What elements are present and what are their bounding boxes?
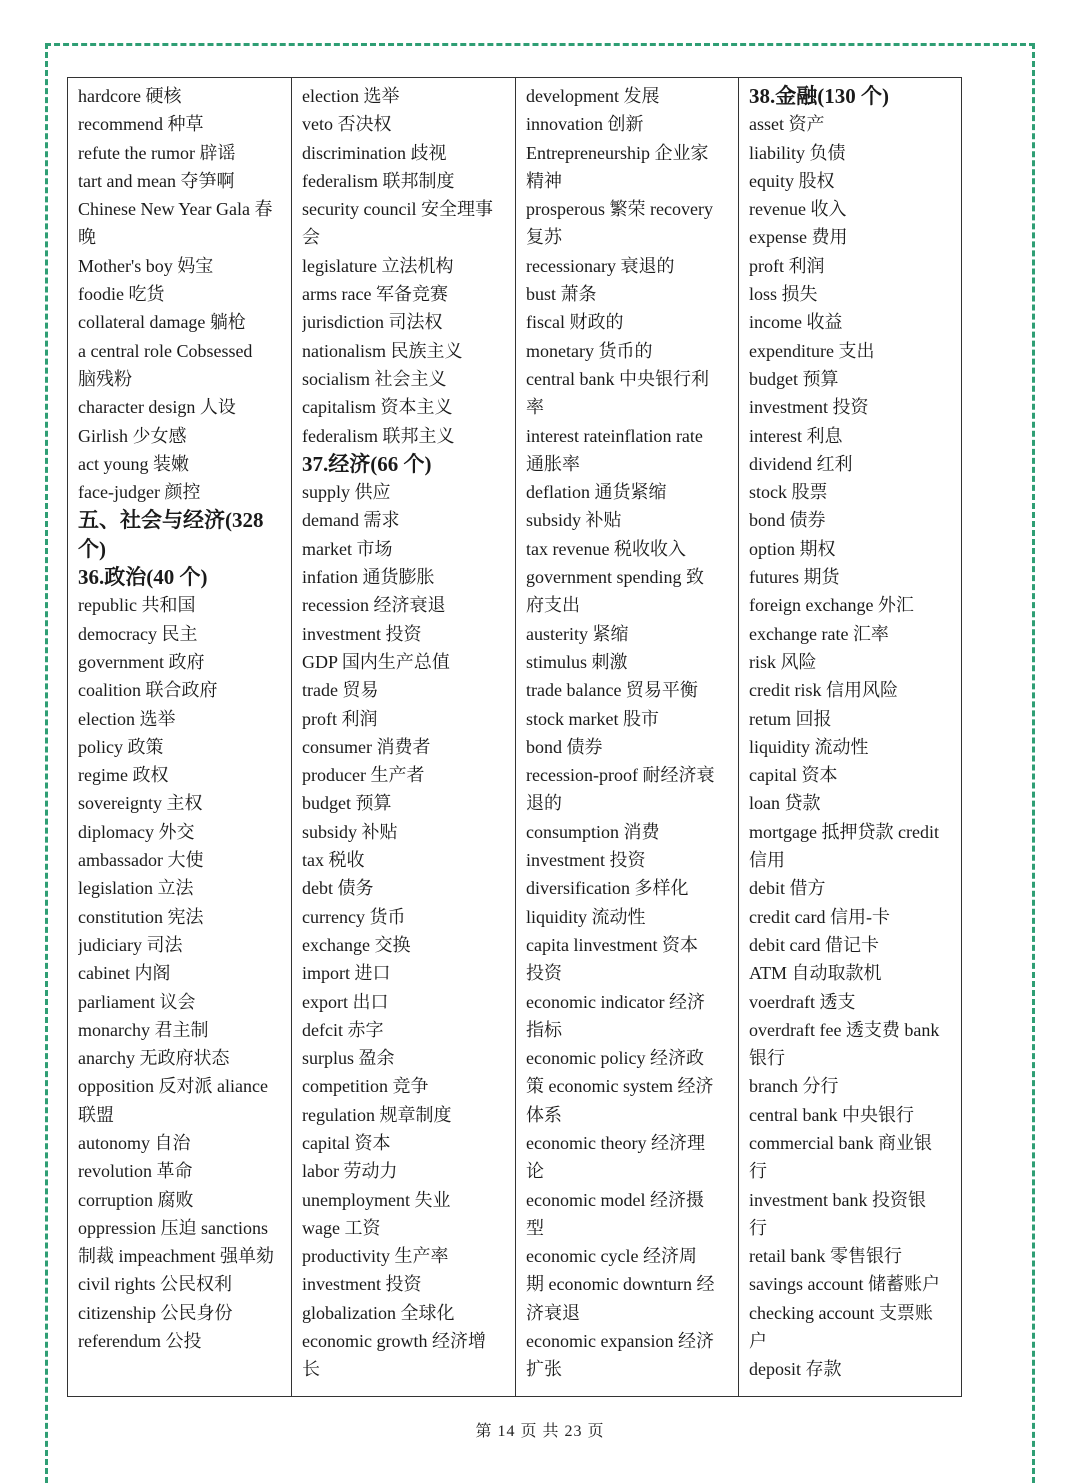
vocab-line: socialism 社会主义 xyxy=(302,368,447,389)
column-3 xyxy=(516,78,739,1396)
vocab-line: hardcore 硬核 xyxy=(78,86,182,106)
vocab-line: face-judger 颜控 xyxy=(78,482,201,503)
vocab-line: opposition 反对派 aliance xyxy=(78,1076,268,1097)
vocab-line: liquidity 流动性 xyxy=(526,906,646,927)
vocab-line: recommend 种草 xyxy=(78,114,204,135)
vocab-line: expense 费用 xyxy=(749,227,848,248)
vocab-line: recession 经济衰退 xyxy=(302,595,446,616)
vocab-line: 率 xyxy=(526,397,544,418)
vocab-line: retum 回报 xyxy=(749,708,832,729)
vocab-line: recessionary 衰退的 xyxy=(526,255,675,276)
vocab-line: defcit 赤字 xyxy=(302,1019,384,1040)
vocab-line: economic theory 经济理 xyxy=(526,1132,705,1153)
vocab-line: stimulus 刺激 xyxy=(526,651,628,672)
vocab-line: constitution 宪法 xyxy=(78,906,204,927)
vocab-line: loan 贷款 xyxy=(749,793,821,814)
vocab-line: a central role Cobsessed xyxy=(78,340,253,361)
vocab-line: loss 损失 xyxy=(749,284,818,305)
vocab-line: bond 债券 xyxy=(526,736,603,757)
vocab-line: 行 xyxy=(749,1161,767,1182)
vocab-line: diplomacy 外交 xyxy=(78,821,195,842)
vocab-line: election 选举 xyxy=(302,86,400,106)
vocab-line: consumption 消费 xyxy=(526,821,660,842)
vocab-line: citizenship 公民身份 xyxy=(78,1302,233,1323)
vocab-line: federalism 联邦制度 xyxy=(302,170,455,191)
vocab-line: cabinet 内阁 xyxy=(78,963,171,984)
vocab-line: 策 economic system 经济 xyxy=(526,1076,714,1097)
vocab-line: economic indicator 经济 xyxy=(526,991,705,1012)
vocab-line: risk 风险 xyxy=(749,651,817,672)
vocab-line: central bank 中央银行利 xyxy=(526,368,709,389)
vocab-line: policy 政策 xyxy=(78,736,164,757)
vocab-line: investment 投资 xyxy=(302,623,422,644)
vocab-line: Entrepreneurship 企业家 xyxy=(526,142,709,163)
vocab-line: debt 债务 xyxy=(302,878,374,899)
vocab-line: asset 资产 xyxy=(749,114,825,135)
vocab-line: 府支出 xyxy=(526,595,580,616)
vocab-line: overdraft fee 透支费 bank xyxy=(749,1019,940,1040)
vocab-line: bust 萧条 xyxy=(526,284,597,305)
vocab-line: economic expansion 经济 xyxy=(526,1331,714,1352)
vocab-line: budget 预算 xyxy=(749,368,839,389)
vocab-line: Girlish 少女感 xyxy=(78,425,187,446)
vocab-line: 精神 xyxy=(526,170,562,191)
vocab-line: austerity 紧缩 xyxy=(526,623,629,644)
vocab-line: credit risk 信用风险 xyxy=(749,680,898,701)
vocab-line: 退的 xyxy=(526,793,562,814)
vocab-line: 济衰退 xyxy=(526,1302,580,1323)
vocab-line: investment 投资 xyxy=(526,850,646,871)
vocab-line: 脑残粉 xyxy=(78,368,132,389)
vocab-line: prosperous 繁荣 recovery xyxy=(526,199,713,220)
vocab-line: 指标 xyxy=(526,1019,562,1040)
section-heading: 37.经济(66 个) xyxy=(302,451,432,476)
vocab-line: import 进口 xyxy=(302,963,391,984)
vocab-line: democracy 民主 xyxy=(78,623,198,644)
vocab-line: innovation 创新 xyxy=(526,114,644,135)
vocab-line: foreign exchange 外汇 xyxy=(749,595,914,616)
section-heading: 36.政治(40 个) xyxy=(78,565,208,590)
vocab-line: competition 竞争 xyxy=(302,1076,429,1097)
vocab-line: 银行 xyxy=(749,1048,785,1069)
vocab-line: nationalism 民族主义 xyxy=(302,340,463,361)
column-2 xyxy=(292,78,516,1396)
vocab-line: supply 供应 xyxy=(302,482,391,503)
vocab-line: development 发展 xyxy=(526,86,660,106)
vocab-line: investment 投资 xyxy=(302,1274,422,1295)
vocab-line: surplus 盈余 xyxy=(302,1048,395,1069)
vocab-line: fiscal 财政的 xyxy=(526,312,624,333)
vocab-line: security council 安全理事 xyxy=(302,199,493,220)
vocab-line: capital 资本 xyxy=(302,1132,391,1153)
vocab-line: voerdraft 透支 xyxy=(749,991,856,1012)
vocab-line: commercial bank 商业银 xyxy=(749,1132,932,1153)
vocab-line: trade balance 贸易平衡 xyxy=(526,680,698,701)
vocab-line: deposit 存款 xyxy=(749,1359,842,1380)
vocab-line: judiciary 司法 xyxy=(78,934,183,955)
vocab-line: wage 工资 xyxy=(302,1217,381,1238)
vocab-line: corruption 腐败 xyxy=(78,1189,194,1210)
vocab-line: 晚 xyxy=(78,227,96,248)
vocab-line: bond 债券 xyxy=(749,510,826,531)
vocab-line: tax 税收 xyxy=(302,850,365,871)
vocab-line: branch 分行 xyxy=(749,1076,839,1097)
section-heading: 个) xyxy=(78,536,106,561)
vocab-line: economic cycle 经济周 xyxy=(526,1246,697,1267)
vocabulary-table xyxy=(67,77,962,1397)
vocab-line: credit card 信用-卡 xyxy=(749,906,890,927)
vocab-line: exchange rate 汇率 xyxy=(749,623,889,644)
vocab-line: arms race 军备竞赛 xyxy=(302,284,448,305)
vocab-line: infation 通货膨胀 xyxy=(302,567,435,588)
vocab-line: trade 贸易 xyxy=(302,680,379,701)
vocab-line: GDP 国内生产总值 xyxy=(302,651,450,672)
vocab-line: income 收益 xyxy=(749,312,843,333)
vocab-line: legislation 立法 xyxy=(78,878,194,899)
vocab-line: 体系 xyxy=(526,1104,562,1125)
vocab-line: deflation 通货紧缩 xyxy=(526,482,667,503)
vocab-line: 复苏 xyxy=(526,227,562,248)
vocab-line: Mother's boy 妈宝 xyxy=(78,255,214,276)
vocab-line: monarchy 君主制 xyxy=(78,1019,209,1040)
vocab-line: 制裁 impeachment 强单劾 xyxy=(78,1246,274,1267)
vocab-line: producer 生产者 xyxy=(302,765,425,786)
vocab-line: 投资 xyxy=(526,963,562,984)
vocab-line: refute the rumor 辟谣 xyxy=(78,142,236,163)
vocab-line: republic 共和国 xyxy=(78,595,196,616)
vocab-line: discrimination 歧视 xyxy=(302,142,447,163)
vocab-line: export 出口 xyxy=(302,991,389,1012)
vocab-line: subsidy 补贴 xyxy=(302,821,398,842)
vocab-line: Chinese New Year Gala 春 xyxy=(78,199,273,220)
vocab-line: investment 投资 xyxy=(749,397,869,418)
vocab-line: recession-proof 耐经济衰 xyxy=(526,765,715,786)
vocab-line: monetary 货币的 xyxy=(526,340,653,361)
vocab-line: proft 利润 xyxy=(749,255,825,276)
vocab-line: legislature 立法机构 xyxy=(302,255,454,276)
vocab-line: autonomy 自治 xyxy=(78,1132,191,1153)
vocab-line: ATM 自动取款机 xyxy=(749,963,882,984)
vocab-line: anarchy 无政府状态 xyxy=(78,1048,230,1069)
vocab-line: savings account 储蓄账户 xyxy=(749,1274,940,1295)
vocab-line: tart and mean 夺笋啊 xyxy=(78,170,235,191)
vocab-line: interest rateinflation rate xyxy=(526,425,703,446)
vocab-line: jurisdiction 司法权 xyxy=(302,312,443,333)
vocab-line: consumer 消费者 xyxy=(302,736,431,757)
section-heading: 38.金融(130 个) xyxy=(749,84,889,108)
vocab-line: stock 股票 xyxy=(749,482,828,503)
vocab-line: liability 负债 xyxy=(749,142,846,163)
vocab-line: sovereignty 主权 xyxy=(78,793,203,814)
vocab-line: diversification 多样化 xyxy=(526,878,689,899)
vocab-line: futures 期货 xyxy=(749,567,840,588)
vocab-line: tax revenue 税收收入 xyxy=(526,538,686,559)
vocab-line: stock market 股市 xyxy=(526,708,659,729)
column-4 xyxy=(739,78,961,1396)
vocab-line: foodie 吃货 xyxy=(78,284,165,305)
vocab-line: collateral damage 躺枪 xyxy=(78,312,246,333)
vocab-line: coalition 联合政府 xyxy=(78,680,218,701)
vocab-line: civil rights 公民权利 xyxy=(78,1274,232,1295)
vocab-line: 期 economic downturn 经 xyxy=(526,1274,715,1295)
vocab-line: mortgage 抵押贷款 credit xyxy=(749,821,939,842)
vocab-line: economic policy 经济政 xyxy=(526,1048,704,1069)
vocab-line: 联盟 xyxy=(78,1104,114,1125)
vocab-line: regulation 规章制度 xyxy=(302,1104,452,1125)
vocab-line: capitalism 资本主义 xyxy=(302,397,453,418)
vocab-line: 户 xyxy=(749,1331,767,1352)
vocab-line: government 政府 xyxy=(78,651,205,672)
vocab-line: character design 人设 xyxy=(78,397,236,418)
vocab-line: market 市场 xyxy=(302,538,393,559)
vocab-line: 长 xyxy=(302,1359,320,1380)
column-1 xyxy=(68,78,292,1396)
vocab-line: central bank 中央银行 xyxy=(749,1104,914,1125)
vocab-line: investment bank 投资银 xyxy=(749,1189,926,1210)
vocab-line: 信用 xyxy=(749,850,785,871)
vocab-line: federalism 联邦主义 xyxy=(302,425,455,446)
vocab-line: oppression 压迫 sanctions xyxy=(78,1217,268,1238)
vocab-line: dividend 红利 xyxy=(749,453,853,474)
vocab-line: 扩张 xyxy=(526,1359,562,1380)
vocab-line: expenditure 支出 xyxy=(749,340,875,361)
vocab-line: 型 xyxy=(526,1217,544,1238)
vocab-line: parliament 议会 xyxy=(78,991,196,1012)
vocab-line: equity 股权 xyxy=(749,170,835,191)
vocab-line: globalization 全球化 xyxy=(302,1302,455,1323)
vocab-line: checking account 支票账 xyxy=(749,1302,933,1323)
vocab-line: act young 装嫩 xyxy=(78,453,189,474)
vocab-line: 论 xyxy=(526,1161,544,1182)
vocab-line: 行 xyxy=(749,1217,767,1238)
vocab-line: veto 否决权 xyxy=(302,114,392,135)
vocab-line: regime 政权 xyxy=(78,765,169,786)
vocab-line: election 选举 xyxy=(78,708,176,729)
vocab-line: government spending 致 xyxy=(526,567,704,588)
vocab-line: revolution 革命 xyxy=(78,1161,193,1182)
vocab-line: debit 借方 xyxy=(749,878,826,899)
vocab-line: currency 货币 xyxy=(302,906,406,927)
vocab-line: subsidy 补贴 xyxy=(526,510,622,531)
vocab-line: economic growth 经济增 xyxy=(302,1331,486,1352)
vocab-line: capita linvestment 资本 xyxy=(526,934,698,955)
vocab-line: liquidity 流动性 xyxy=(749,736,869,757)
vocab-line: ambassador 大使 xyxy=(78,850,204,871)
vocab-line: 通胀率 xyxy=(526,453,580,474)
vocab-line: economic model 经济摄 xyxy=(526,1189,704,1210)
vocab-line: revenue 收入 xyxy=(749,199,847,220)
vocab-line: productivity 生产率 xyxy=(302,1246,449,1267)
page-number: 第 14 页 共 23 页 xyxy=(475,1423,605,1440)
vocab-line: 会 xyxy=(302,227,320,248)
vocab-line: proft 利润 xyxy=(302,708,378,729)
section-heading: 五、社会与经济(328 xyxy=(78,508,264,533)
vocab-line: labor 劳动力 xyxy=(302,1161,398,1182)
vocab-line: capital 资本 xyxy=(749,765,838,786)
vocab-line: referendum 公投 xyxy=(78,1331,202,1352)
vocab-line: exchange 交换 xyxy=(302,934,411,955)
vocab-line: budget 预算 xyxy=(302,793,392,814)
vocab-line: debit card 借记卡 xyxy=(749,934,879,955)
vocab-line: demand 需求 xyxy=(302,510,400,531)
vocab-line: interest 利息 xyxy=(749,425,843,446)
vocab-line: unemployment 失业 xyxy=(302,1189,451,1210)
vocab-line: retail bank 零售银行 xyxy=(749,1246,902,1267)
vocab-line: option 期权 xyxy=(749,538,836,559)
